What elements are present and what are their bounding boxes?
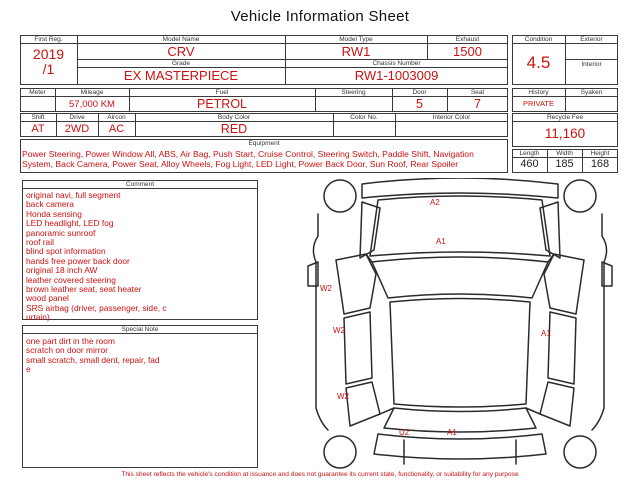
comment-line: SRS airbag (driver, passenger, side, c <box>26 302 167 313</box>
model-type-value: RW1 <box>341 44 371 59</box>
recycle-fee-label: Recycle Fee <box>546 114 584 121</box>
comment-line: back camera <box>26 199 74 210</box>
model-name-label: Model Name <box>162 36 200 43</box>
roof <box>390 299 530 408</box>
left-front-door <box>344 312 372 384</box>
recycle-fee-value: 11,160 <box>544 126 586 141</box>
exhaust-value: 1500 <box>453 44 482 59</box>
rear-right-wheel <box>564 436 596 468</box>
disclaimer-footer: This sheet reflects the vehicle's condition at issuance and does not guarantee its current state, functionality, or suitability for any purpose <box>121 471 519 478</box>
first-reg-label: First Reg. <box>34 36 63 43</box>
special-note-line: one part dirt in the room <box>26 336 115 346</box>
right-side-outline <box>592 214 607 430</box>
hood <box>370 196 550 256</box>
shift-value: AT <box>31 123 45 135</box>
comment-line: urtain) <box>26 312 50 323</box>
left-side-outline <box>313 214 328 430</box>
comment-line: LED headlight, LED fog <box>26 218 114 229</box>
front-bumper <box>362 178 558 198</box>
special-note-line: e <box>26 364 31 375</box>
windshield <box>372 257 548 298</box>
damage-mark: W2 <box>337 392 349 401</box>
chassis-label: Chassis Number <box>372 60 421 67</box>
exhaust-label: Exhaust <box>455 36 480 43</box>
right-front-fender <box>544 254 584 314</box>
front-left-wheel <box>324 180 356 212</box>
special-note-label: Special Note <box>121 326 159 333</box>
comment-list <box>26 191 167 323</box>
door-value: 5 <box>416 97 423 111</box>
body-color-value: RED <box>220 122 248 136</box>
seat-label: Seat <box>470 89 485 96</box>
length-label: Length <box>519 150 540 157</box>
first-reg-value: 2019 /1 <box>32 46 65 77</box>
shift-label: Shift <box>31 114 45 121</box>
equipment-label: Equipment <box>248 140 280 147</box>
condition-value: 4.5 <box>526 53 551 72</box>
history-value: PRIVATE <box>523 99 554 108</box>
meter-label: Meter <box>29 89 46 96</box>
left-rear-door <box>346 382 380 426</box>
comment-line: roof rail <box>26 237 54 248</box>
height-label: Height <box>590 150 610 157</box>
syaken-label: Syaken <box>580 89 603 96</box>
rear-bumper-lines <box>404 440 516 464</box>
special-note-line: small scratch, small dent, repair, fad <box>26 354 160 365</box>
drive-value: 2WD <box>64 123 90 135</box>
special-note-list <box>26 337 160 375</box>
sheet-title: Vehicle Information Sheet <box>230 8 410 25</box>
exterior-label: Exterior <box>580 36 603 43</box>
mileage-label: Mileage <box>80 89 104 96</box>
damage-mark: W2 <box>333 326 345 335</box>
length-value: 460 <box>520 158 539 170</box>
tailgate <box>374 434 546 459</box>
equipment-text: Power Steering, Power Window All, ABS, Air Bag, Push Start, Cruise Control, Steering Switch, Paddle Shift, Navigation System, Back Camera, Power Seat, Alloy Wheels, Fog Light, LED Light, Power Back Door, Sun Roof, Rear Spoiler <box>22 149 474 169</box>
height-value: 168 <box>590 158 610 170</box>
chassis-value: RW1-1003009 <box>354 68 439 83</box>
steering-label: Steering <box>341 89 366 96</box>
rear-left-wheel <box>324 436 356 468</box>
front-right-wheel <box>564 180 596 212</box>
comment-label: Comment <box>125 181 155 188</box>
comment-line: original 18 inch AW <box>26 265 98 276</box>
car-damage-diagram <box>300 178 625 470</box>
special-note-line: scratch on door mirror <box>26 345 108 356</box>
damage-mark: A1 <box>436 237 446 246</box>
left-front-fender <box>336 254 376 314</box>
condition-label: Condition <box>524 36 553 43</box>
seat-value: 7 <box>474 97 481 111</box>
comment-line: panoramic sunroof <box>26 227 96 238</box>
grade-label: Grade <box>171 60 191 67</box>
interior-label: Interior <box>581 61 602 68</box>
model-name-value: CRV <box>167 44 195 59</box>
damage-mark: U2 <box>399 428 410 437</box>
damage-mark: A1 <box>447 428 457 437</box>
right-rear-door <box>540 382 574 426</box>
comment-line: leather covered steering <box>26 274 116 285</box>
history-label: History <box>528 89 549 96</box>
mileage-value: 57,000 KM <box>69 99 115 110</box>
aircon-label: Aircon <box>107 114 126 121</box>
a-pillar-lines <box>366 254 554 262</box>
damage-mark: A2 <box>430 198 440 207</box>
comment-line: brown leather seat, seat heater <box>26 284 142 295</box>
body-color-label: Body Color <box>217 114 251 121</box>
fuel-label: Fuel <box>215 89 229 96</box>
aircon-value: AC <box>108 123 125 135</box>
color-no-label: Color No. <box>350 114 378 121</box>
comment-line: Honda sensing <box>26 208 82 219</box>
model-type-label: Model Type <box>339 36 373 43</box>
width-value: 185 <box>555 158 574 170</box>
grade-value: EX MASTERPIECE <box>123 68 239 83</box>
comment-line: original navi, full segment <box>26 190 121 200</box>
comment-line: blind spot information <box>26 246 106 257</box>
interior-color-label: Interior Color <box>432 114 471 121</box>
width-label: Width <box>556 150 573 157</box>
comment-line: wood panel <box>26 293 69 304</box>
right-front-door <box>548 312 576 384</box>
comment-line: hands free power back door <box>26 255 130 266</box>
drive-label: Drive <box>69 114 85 121</box>
damage-mark: W2 <box>320 284 332 293</box>
fuel-value: PETROL <box>196 97 247 111</box>
door-label: Door <box>412 89 427 96</box>
damage-mark: A1 <box>541 329 551 338</box>
